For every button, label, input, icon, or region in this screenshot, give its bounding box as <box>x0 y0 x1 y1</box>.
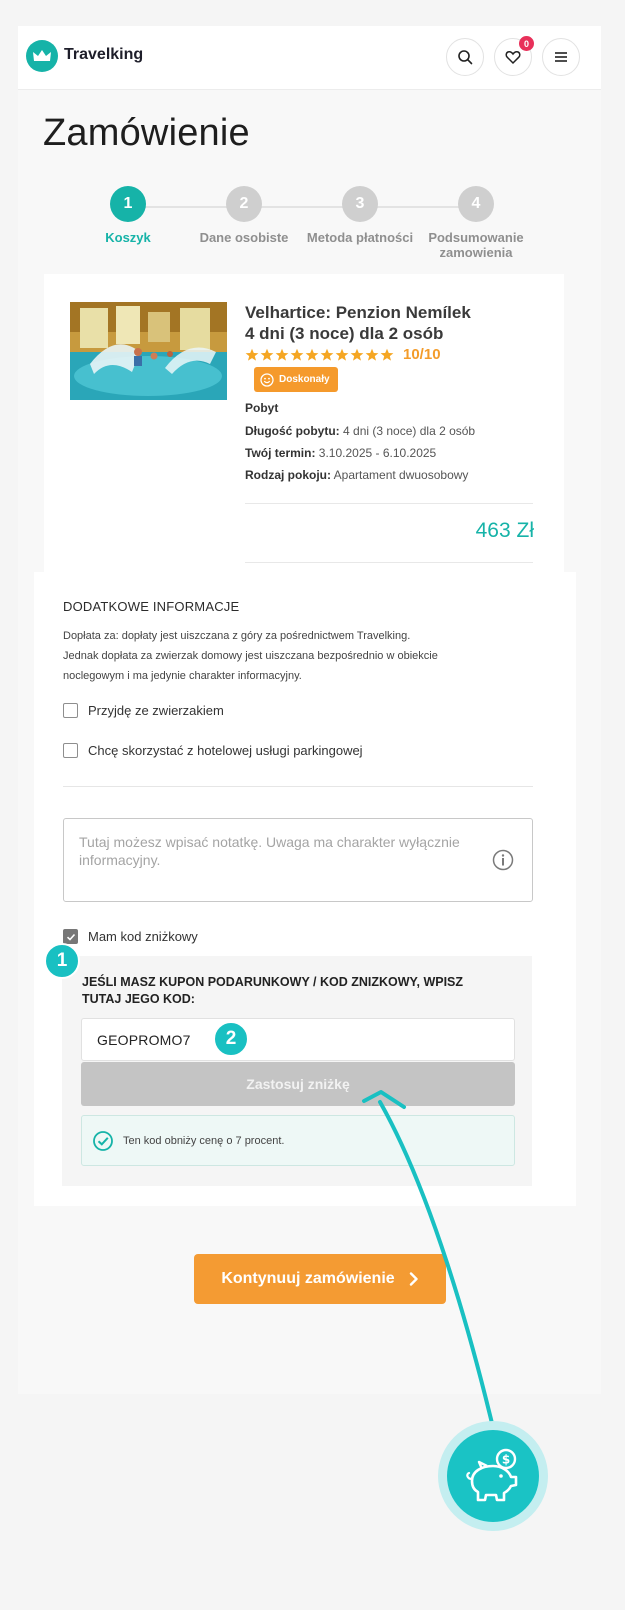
room-row <box>245 468 468 482</box>
term-value: 3.10.2025 - 6.10.2025 <box>318 446 437 460</box>
rating-score: 10/10 <box>403 346 441 363</box>
star-icon <box>305 348 319 362</box>
hotel-photo[interactable] <box>70 302 227 400</box>
check-icon <box>66 932 76 942</box>
coupon-message-text: Ten kod obniży cenę o 7 procent. <box>123 1134 285 1147</box>
chevron-right-icon <box>409 1272 419 1286</box>
note-placeholder: Tutaj możesz wpisać notatkę. Uwaga ma charakter wyłącznie informacyjny. <box>79 834 460 868</box>
page <box>18 26 601 1394</box>
star-icon <box>290 348 304 362</box>
favorites-button[interactable] <box>494 38 532 76</box>
coupon-success-message <box>81 1115 515 1166</box>
offer-title-line1: Velhartice: Penzion Nemílek <box>245 303 471 322</box>
crown-icon[interactable] <box>26 40 58 72</box>
parking-option[interactable] <box>63 743 363 758</box>
step-number: 2 <box>226 186 262 222</box>
step-personal-data[interactable] <box>184 186 304 245</box>
additional-info-title: DODATKOWE INFORMACJE <box>63 599 240 614</box>
star-icon <box>275 348 289 362</box>
heart-icon <box>505 49 521 65</box>
additional-info-line: noclegowym i ma jedynie charakter informacyjny. <box>63 670 302 682</box>
menu-button[interactable] <box>542 38 580 76</box>
room-label: Rodzaj pokoju: <box>245 468 331 482</box>
pet-checkbox[interactable] <box>63 703 78 718</box>
star-icon <box>365 348 379 362</box>
step-label: Koszyk <box>105 230 151 245</box>
brand-name[interactable]: Travelking <box>64 46 144 63</box>
star-icon <box>320 348 334 362</box>
offer-price: 463 Zł <box>475 519 534 542</box>
info-icon[interactable] <box>492 849 514 871</box>
term-row <box>245 446 436 460</box>
discount-checkbox-label: Mam kod zniżkowy <box>88 929 198 944</box>
star-icon <box>260 348 274 362</box>
step-number: 3 <box>342 186 378 222</box>
offer-title[interactable] <box>245 302 555 344</box>
apply-discount-button[interactable]: Zastosuj zniżkę <box>81 1062 515 1106</box>
stay-length-label: Długość pobytu: <box>245 424 340 438</box>
additional-info-line: Jednak dopłata za zwierzak domowy jest uiszczana bezpośrednio w obiekcie <box>63 650 438 662</box>
coupon-code-value: GEOPROMO7 <box>97 1031 191 1048</box>
coupon-code-input[interactable] <box>81 1018 515 1061</box>
discount-checkbox[interactable] <box>63 929 78 944</box>
pet-checkbox-label: Przyjdę ze zwierzakiem <box>88 703 224 718</box>
smile-icon <box>260 373 274 387</box>
step-cart[interactable] <box>68 186 188 245</box>
pet-option[interactable] <box>63 703 224 718</box>
stay-length-value: 4 dni (3 noce) dla 2 osób <box>343 424 476 438</box>
parking-checkbox-label: Chcę skorzystać z hotelowej usługi parkingowej <box>88 743 363 758</box>
piggy-bank-badge <box>438 1421 548 1531</box>
discount-option[interactable] <box>63 929 198 944</box>
step-label: Metoda płatności <box>306 230 414 245</box>
star-icon <box>380 348 394 362</box>
coupon-title: JEŚLI MASZ KUPON PODARUNKOWY / KOD ZNIZKOWY, WPISZ TUTAJ JEGO KOD: <box>82 975 464 1006</box>
step-payment-method[interactable] <box>300 186 420 245</box>
svg-text:$: $ <box>501 1452 511 1467</box>
offer-title-line2: 4 dni (3 noce) dla 2 osób <box>245 324 444 343</box>
note-textarea[interactable] <box>63 818 533 902</box>
coupon-section <box>62 956 532 1186</box>
header <box>18 26 601 90</box>
rating-badge-label: Doskonały <box>279 374 330 385</box>
divider <box>245 562 533 563</box>
piggy-bank-circle <box>447 1430 539 1522</box>
step-number: 4 <box>458 186 494 222</box>
rating-badge <box>254 367 338 392</box>
additional-info-text <box>63 626 493 686</box>
continue-order-label: Kontynuuj zamówienie <box>221 1270 395 1287</box>
continue-order-button[interactable] <box>194 1254 446 1304</box>
divider <box>63 786 533 787</box>
check-circle-icon <box>92 1130 114 1152</box>
parking-checkbox[interactable] <box>63 743 78 758</box>
additional-info-card <box>34 572 576 1206</box>
star-icon <box>245 348 259 362</box>
annotation-marker-2: 2 <box>213 1021 249 1057</box>
star-rating <box>245 346 441 363</box>
step-summary[interactable] <box>416 186 536 260</box>
piggy-bank-icon <box>462 1447 524 1505</box>
page-title: Zamówienie <box>43 112 250 154</box>
menu-icon <box>553 49 569 65</box>
search-button[interactable] <box>446 38 484 76</box>
star-icon <box>350 348 364 362</box>
star-icon <box>335 348 349 362</box>
step-number: 1 <box>110 186 146 222</box>
step-label: Podsumowanie zamowienia <box>428 230 524 260</box>
favorites-count-badge: 0 <box>519 36 534 51</box>
step-label: Dane osobiste <box>199 230 289 245</box>
annotation-marker-1: 1 <box>44 943 80 979</box>
search-icon <box>457 49 473 65</box>
offer-card <box>44 274 564 574</box>
divider <box>245 503 533 504</box>
additional-info-line: Dopłata za: dopłaty jest uiszczana z góry za pośrednictwem Travelking. <box>63 630 411 642</box>
term-label: Twój termin: <box>245 446 316 460</box>
room-value: Apartament dwuosobowy <box>333 468 469 482</box>
stay-length-row <box>245 424 475 438</box>
stay-label: Pobyt <box>245 401 279 415</box>
